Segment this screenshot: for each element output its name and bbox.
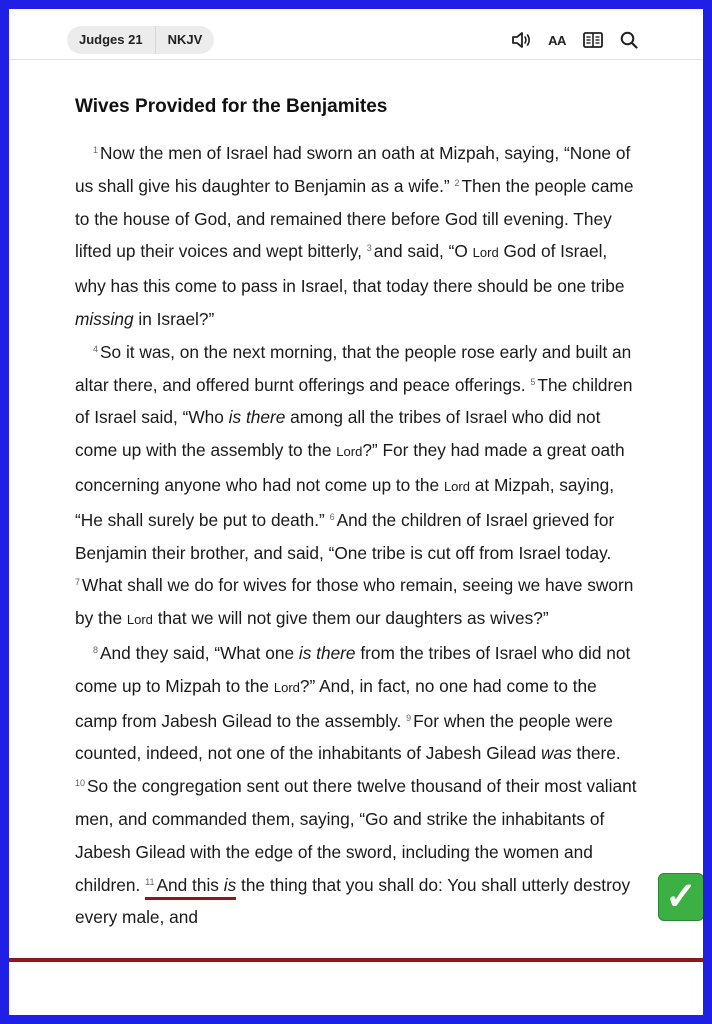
speaker-icon[interactable] (511, 30, 531, 50)
paragraph-2 (75, 336, 641, 637)
divine-name: Lord (336, 444, 363, 460)
version-button[interactable]: NKJV (167, 32, 203, 47)
highlighted-verse-start[interactable] (145, 875, 236, 900)
verse-5-part: at Mizpah, saying, “He shall surely be put to death.” (75, 474, 615, 530)
paragraph-3 (75, 637, 641, 934)
verse-8-part: ?” And, in fact, no one had come to the camp from Jabesh Gilead to the assembly. (75, 675, 597, 731)
verse-number[interactable]: 6 (329, 511, 335, 522)
toolbar-icons (511, 29, 639, 51)
verse-3-part: and said, “O (373, 241, 473, 262)
underline-annotation (9, 958, 703, 962)
verse-number[interactable]: 8 (93, 644, 99, 655)
italic-word: is there (298, 642, 356, 663)
verse-3-part: in Israel?” (133, 308, 215, 329)
italic-word: missing (75, 308, 134, 329)
book-chapter-button[interactable]: Judges 21 (79, 32, 143, 47)
chapter-content (75, 93, 641, 934)
verse-6: And the children of Israel grieved for Benjamin their brother, and said, “One tribe is cut off from Israel today. (75, 509, 615, 563)
verse-number[interactable]: 5 (530, 376, 536, 387)
italic-word: is (223, 874, 237, 895)
verse-10: So the congregation sent out there twelve thousand of their most valiant men, and commanded them, saying, “Go and strike the inhabitants of Jabesh Gilead with the edge of the sword, including the women and children. (75, 776, 637, 895)
verse-number[interactable]: 1 (93, 145, 99, 155)
verse-7-part: that we will not give them our daughters as wives?” (152, 608, 549, 629)
verse-number[interactable]: 2 (454, 177, 460, 188)
checkmark-icon: ✓ (658, 873, 703, 921)
reader-page (9, 9, 703, 1015)
parallel-view-icon[interactable] (583, 30, 603, 50)
verse-3-part: God of Israel, why has this come to pass in Israel, that today there should be one tribe (75, 241, 625, 297)
divine-name: Lord (273, 679, 300, 695)
verse-8-part: from the tribes of Israel who did not come up to Mizpah to the (75, 642, 631, 696)
italic-word: is there (228, 407, 286, 428)
verse-11-part: the thing that you shall do: You shall utterly destroy every male, and (75, 874, 631, 928)
divine-name: Lord (472, 245, 499, 261)
verse-2: Then the people came to the house of God, and remained there before God till evening. They lifted up their voices and wept bitterly, (75, 175, 634, 262)
font-size-icon[interactable]: AA (548, 32, 566, 48)
top-bar (9, 9, 703, 60)
verse-9-part: For when the people were counted, indeed, not one of the inhabitants of Jabesh Gilead (75, 710, 613, 764)
verse-4: So it was, on the next morning, that the people rose early and built an altar there, and offered burnt offerings and peace offerings. (75, 341, 632, 395)
section-heading: Wives Provided for the Benjamites (75, 96, 388, 117)
italic-word: was (540, 743, 572, 764)
verse-number[interactable]: 10 (75, 778, 86, 789)
verse-5-part: ?” For they had made a great oath concerning anyone who had not come up to the (75, 440, 625, 495)
divine-name: Lord (443, 478, 470, 494)
verse-9-part: there. (571, 743, 621, 764)
scripture-text (75, 137, 641, 934)
search-icon[interactable] (619, 30, 639, 50)
verse-8-part: And they said, “What one (100, 642, 299, 663)
paragraph-1 (75, 137, 641, 336)
verse-11-part: And this (156, 874, 224, 895)
verse-number[interactable]: 4 (93, 343, 99, 354)
divine-name: Lord (126, 612, 153, 628)
verse-5-part: among all the tribes of Israel who did not come up with the assembly to the (75, 407, 601, 461)
verse-5-part: The children of Israel said, “Who (75, 374, 633, 428)
verse-number[interactable]: 9 (406, 712, 412, 723)
passage-selector[interactable] (67, 26, 214, 54)
verse-7-part: What shall we do for wives for those who remain, seeing we have sworn by the (75, 575, 634, 629)
verse-number[interactable]: 11 (145, 876, 155, 887)
verse-1: Now the men of Israel had sworn an oath at Mizpah, saying, “None of us shall give his daughter to Benjamin as a wife.” (75, 143, 631, 196)
verse-number[interactable]: 7 (75, 577, 81, 588)
verse-number[interactable]: 3 (366, 243, 372, 254)
